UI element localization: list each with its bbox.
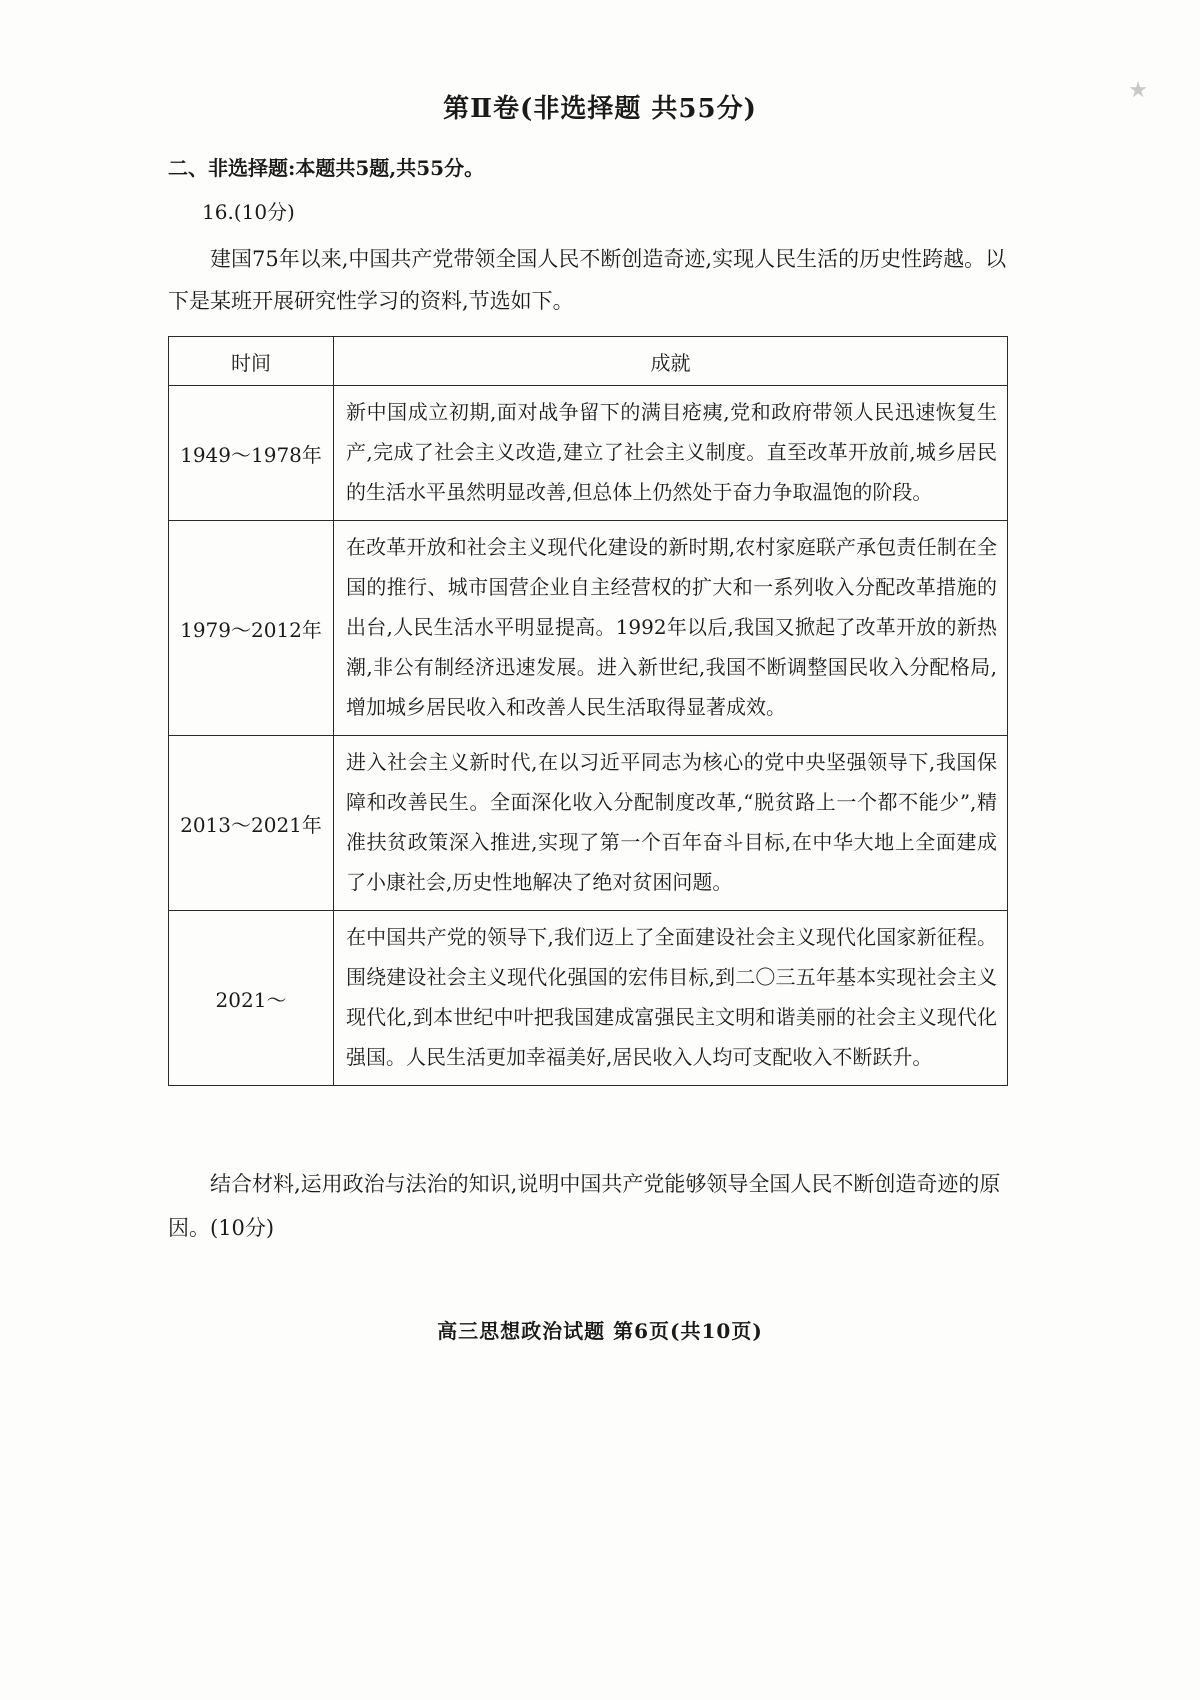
header-time: 时间 [169, 337, 334, 386]
table-header-row [169, 337, 1008, 386]
material-table [168, 336, 1008, 1086]
achievement-cell: 进入社会主义新时代,在以习近平同志为核心的党中央坚强领导下,我国保障和改善民生。全面深化收入分配制度改革,“脱贫路上一个都不能少”,精准扶贫政策深入推进,实现了第一个百年奋斗目标,在中华大地上全面建成了小康社会,历史性地解决了绝对贫困问题。 [334, 736, 1008, 911]
question-task: 结合材料,运用政治与法治的知识,说明中国共产党能够领导全国人民不断创造奇迹的原因。(10分) [168, 1172, 1001, 1240]
achievement-cell: 新中国成立初期,面对战争留下的满目疮痍,党和政府带领人民迅速恢复生产,完成了社会主义改造,建立了社会主义制度。直至改革开放前,城乡居民的生活水平虽然明显改善,但总体上仍然处于奋力争取温饱的阶段。 [334, 386, 1008, 521]
question-label: 16.(10分) [202, 200, 295, 224]
table-row [169, 736, 1008, 911]
table-row [169, 521, 1008, 736]
corner-star-mark: ★ [1128, 78, 1150, 103]
period-cell: 1979～2012年 [169, 521, 334, 736]
table-row [169, 911, 1008, 1086]
page-footer: 高三思想政治试题 第6页(共10页) [437, 1319, 763, 1343]
header-achievement: 成就 [334, 337, 1008, 386]
period-cell: 1949～1978年 [169, 386, 334, 521]
question-intro: 建国75年以来,中国共产党带领全国人民不断创造奇迹,实现人民生活的历史性跨越。以下是某班开展研究性学习的资料,节选如下。 [168, 247, 1007, 313]
achievement-cell: 在中国共产党的领导下,我们迈上了全面建设社会主义现代化国家新征程。围绕建设社会主义现代化强国的宏伟目标,到二〇三五年基本实现社会主义现代化,到本世纪中叶把我国建成富强民主文明和谐美丽的社会主义现代化强国。人民生活更加幸福美好,居民收入人均可支配收入不断跃升。 [334, 911, 1008, 1086]
achievement-cell: 在改革开放和社会主义现代化建设的新时期,农村家庭联产承包责任制在全国的推行、城市国营企业自主经营权的扩大和一系列收入分配改革措施的出台,人民生活水平明显提高。1992年以后,我国又掀起了改革开放的新热潮,非公有制经济迅速发展。进入新世纪,我国不断调整国民收入分配格局,增加城乡居民收入和改善人民生活取得显著成效。 [334, 521, 1008, 736]
section-title: 第Ⅱ卷(非选择题 共55分) [443, 94, 757, 124]
period-cell: 2021～ [169, 911, 334, 1086]
period-cell: 2013～2021年 [169, 736, 334, 911]
table-row [169, 386, 1008, 521]
part-heading: 二、非选择题:本题共5题,共55分。 [168, 156, 485, 180]
